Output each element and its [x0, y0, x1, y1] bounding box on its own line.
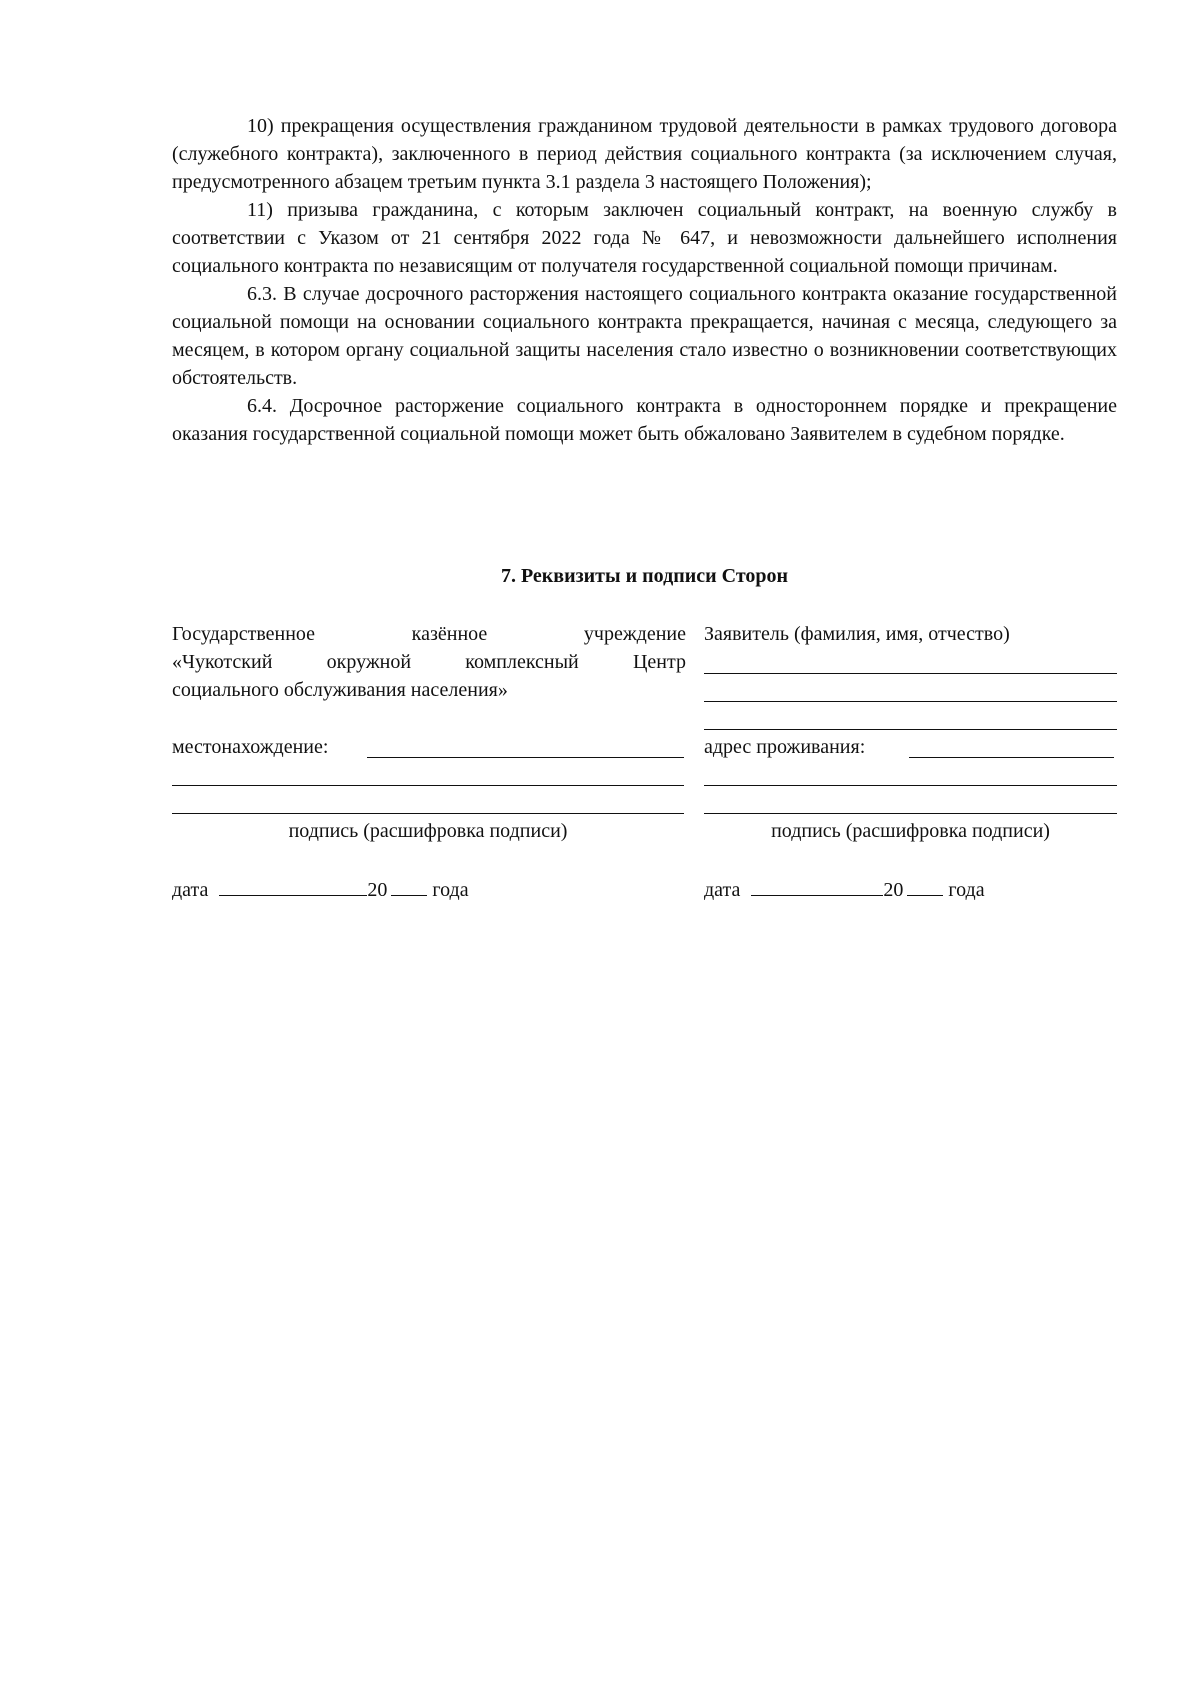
left-date-year-field[interactable] [391, 875, 427, 896]
contract-body [172, 112, 1117, 448]
left-date-row [172, 875, 469, 904]
applicant-name-line-3[interactable] [704, 729, 1117, 730]
right-date-label: дата [704, 879, 741, 901]
applicant-name-line-2[interactable] [704, 701, 1117, 702]
location-label: местонахождение: [172, 736, 329, 758]
left-signature-caption: подпись (расшифровка подписи) [288, 820, 568, 842]
left-signature-line[interactable] [172, 813, 684, 814]
organization-name-line-3: социального обслуживания населения» [172, 679, 508, 701]
right-date-year-field[interactable] [907, 875, 943, 896]
applicant-title: Заявитель (фамилия, имя, отчество) [704, 623, 1010, 645]
paragraph-6-3: 6.3. В случае досрочного расторжения настоящего социального контракта оказание государственной социальной помощи на основании социального контракта прекращается, начиная с месяца, следующего за месяцем, в котором органу социальной защиты населения стало известно о возникновении соответствующих обстоятельств. [172, 283, 1117, 389]
left-date-year-prefix: 20 [367, 879, 388, 901]
applicant-name-line-1[interactable] [704, 673, 1117, 674]
organization-name-line-1: Государственное казённое учреждение [172, 623, 686, 645]
address-label: адрес проживания: [704, 736, 866, 758]
right-date-field[interactable] [751, 875, 883, 896]
location-field-line-2[interactable] [172, 785, 684, 786]
left-date-suffix: года [432, 879, 469, 901]
section-title: 7. Реквизиты и подписи Сторон [500, 565, 789, 587]
paragraph-item-11: 11) призыва гражданина, с которым заключен социальный контракт, на военную службу в соответствии с Указом от 21 сентября 2022 года № 647, и невозможности дальнейшего исполнения социального контракта по независящим от получателя государственной социальной помощи причинам. [172, 199, 1117, 277]
location-field-line-1[interactable] [367, 757, 684, 758]
right-date-year-prefix: 20 [883, 879, 904, 901]
right-signature-line[interactable] [704, 813, 1117, 814]
organization-name-line-2: «Чукотский окружной комплексный Центр [172, 651, 686, 673]
organization-name [172, 620, 686, 704]
address-field-line-2[interactable] [704, 785, 1117, 786]
right-signature-caption: подпись (расшифровка подписи) [771, 820, 1050, 842]
right-date-row [704, 875, 985, 904]
paragraph-item-10: 10) прекращения осуществления гражданином трудовой деятельности в рамках трудового договора (служебного контракта), заключенного в период действия социального контракта (за исключением случая, предусмотренного абзацем третьим пункта 3.1 раздела 3 настоящего Положения); [172, 115, 1117, 193]
right-date-suffix: года [948, 879, 985, 901]
paragraph-6-4: 6.4. Досрочное расторжение социального контракта в одностороннем порядке и прекращение оказания государственной социальной помощи может быть обжаловано Заявителем в судебном порядке. [172, 395, 1117, 445]
address-field-line-1[interactable] [909, 757, 1114, 758]
left-date-field[interactable] [219, 875, 367, 896]
left-date-label: дата [172, 879, 209, 901]
